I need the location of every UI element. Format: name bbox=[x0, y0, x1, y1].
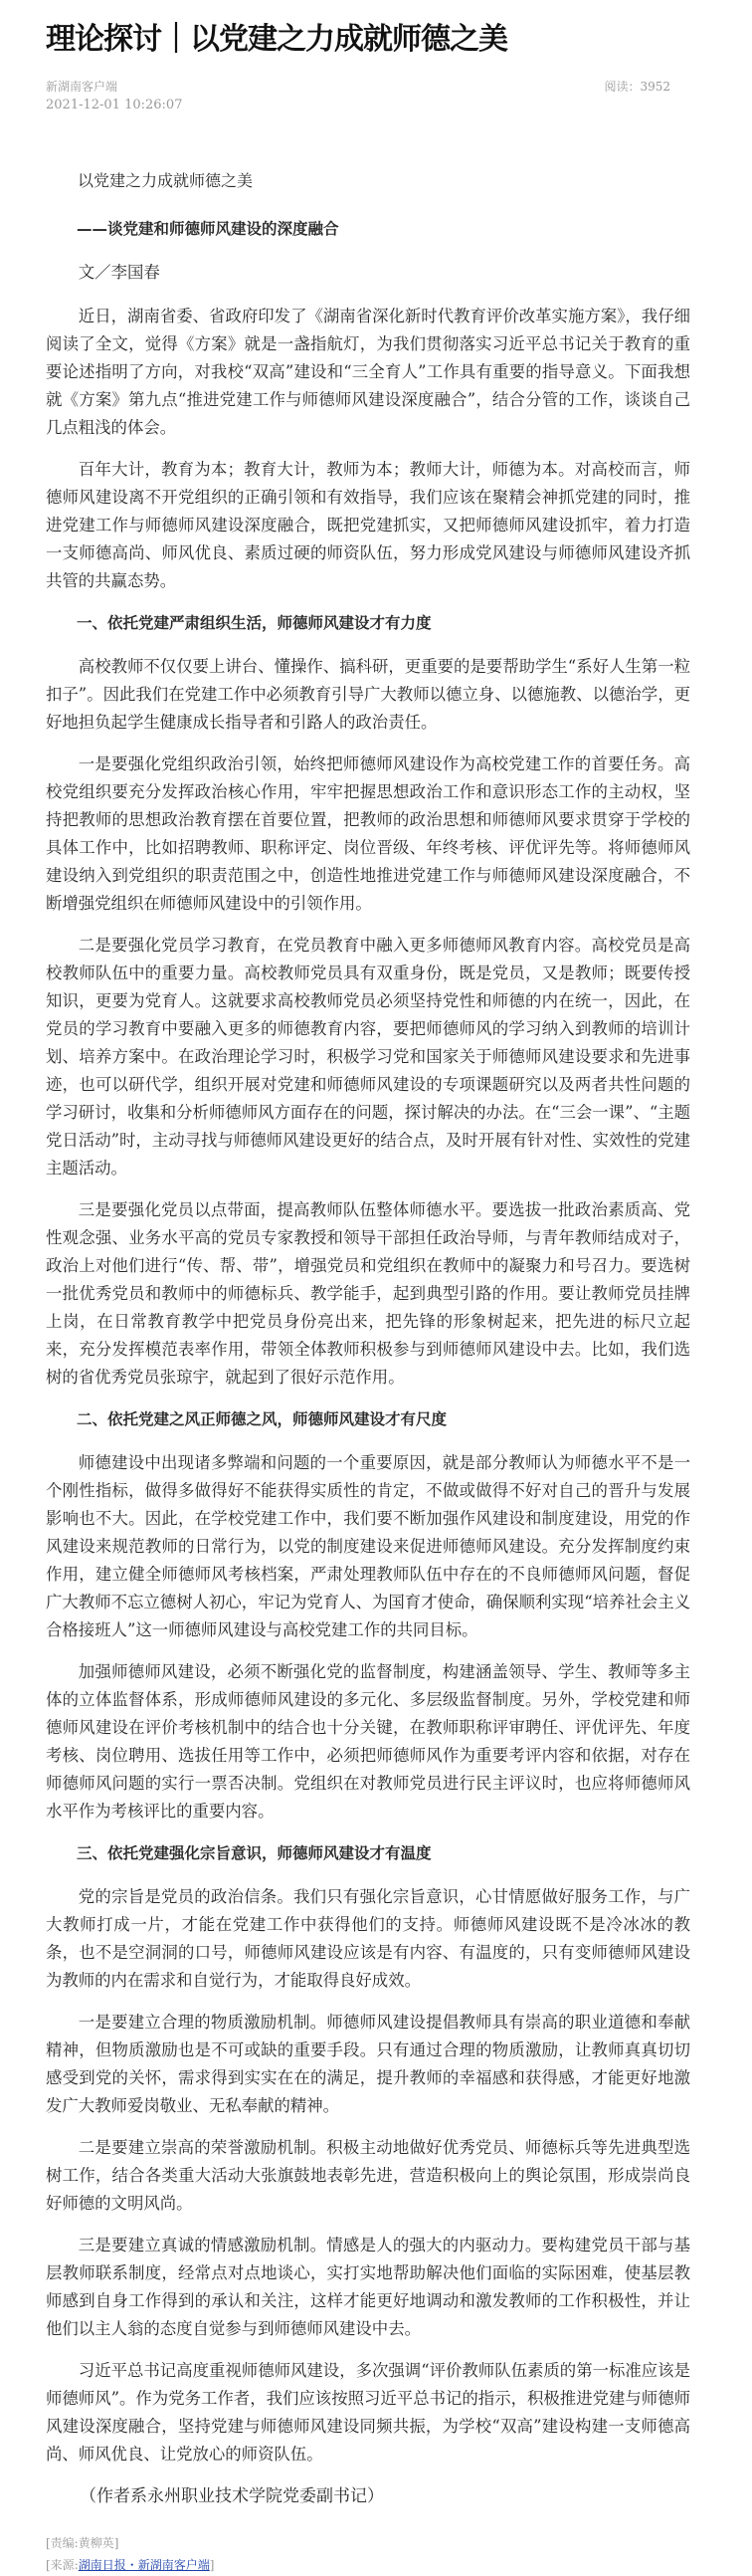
article-subtitle-main: 以党建之力成就师德之美 bbox=[78, 171, 254, 190]
section-heading-3: 三、依托党建强化宗旨意识，师德师风建设才有温度 bbox=[77, 1844, 432, 1862]
paragraph: 党的宗旨是党员的政治信条。我们只有强化宗旨意识，心甘情愿做好服务工作，与广大教师打成一片，才能在党建工作中获得他们的支持。师德师风建设既不是冷冰冰的教条，也不是空洞洞的口号，师德师风建设应该是有内容、有温度的，只有变师德师风建设为教师的内在需求和自觉行为，才能取得良好成效。 bbox=[46, 1887, 690, 1990]
paragraph: 习近平总书记高度重视师德师风建设，多次强调“评价教师队伍素质的第一标准应该是师德师风”。作为党务工作者，我们应该按照习近平总书记的指示，积极推进党建与师德师风建设深度融合，坚持党建与师德师风建设同频共振，为学校“双高”建设构建一支师德高尚、师风优良、让党放心的师资队伍。 bbox=[46, 2361, 690, 2464]
article-subtitle-sub: ——谈党建和师德师风建设的深度融合 bbox=[77, 220, 339, 238]
paragraph: 一是要建立合理的物质激励机制。师德师风建设提倡教师具有崇高的职业道德和奉献精神，但物质激励也是不可或缺的重要手段。只有通过合理的物质激励，让教师真真切切感受到党的关怀，需求得到实实在在的满足，提升教师的幸福感和获得感，才能更好地激发广大教师爱岗敬业、无私奉献的精神。 bbox=[46, 2013, 690, 2115]
editor-suffix: ] bbox=[113, 2536, 119, 2550]
paragraph: 加强师德师风建设，必须不断强化党的监督制度，构建涵盖领导、学生、教师等多主体的立体监督体系，形成师德师风建设的多元化、多层级监督制度。另外，学校党建和师德师风建设在评价考核机制中的结合也十分关键，在教师职称评审聘任、评优评先、年度考核、岗位聘用、选拔任用等工作中，必须把师德师风作为重要考评内容和依据，对存在师德师风问题的实行一票否决制。党组织在对教师党员进行民主评议时，也应将师德师风水平作为考核评比的重要内容。 bbox=[46, 1662, 690, 1821]
paragraph: 近日，湖南省委、省政府印发了《湖南省深化新时代教育评价改革实施方案》，我仔细阅读了全文，觉得《方案》就是一盏指航灯，为我们贯彻落实习近平总书记关于教育的重要论述指明了方向，对我校“双高”建设和“三全育人”工作具有重要的指导意义。下面我想就《方案》第九点“推进党建工作与师德师风建设深度融合”，结合分管的工作，谈谈自己几点粗浅的体会。 bbox=[46, 307, 690, 437]
paragraph: 三是要强化党员以点带面，提高教师队伍整体师德水平。要选拔一批政治素质高、党性观念强、业务水平高的党员专家教授和领导干部担任政治导师，与青年教师结成对子，政治上对他们进行“传、帮、带”，增强党员和党组织在教师中的凝聚力和号召力。要选树一批优秀党员和教师中的师德标兵、教学能手，起到典型引路的作用。要让教师党员挂牌上岗，在日常教育教学中把党员身份亮出来，把先锋的形象树起来，把先进的标尺立起来，充分发挥模范表率作用，带领全体教师积极参与到师德师风建设中去。比如，我们选树的省优秀党员张琼宇，就起到了很好示范作用。 bbox=[46, 1200, 690, 1387]
source-suffix: ] bbox=[209, 2558, 215, 2572]
paragraph: 百年大计，教育为本；教育大计，教师为本；教师大计，师德为本。对高校而言，师德师风建设离不开党组织的正确引领和有效指导，我们应该在聚精会神抓党建的同时，推进党建工作与师德师风建设深度融合，既把党建抓实，又把师德师风建设抓牢，着力打造一支师德高尚、师风优良、素质过硬的师资队伍，努力形成党风建设与师德师风建设齐抓共管的共赢态势。 bbox=[46, 460, 690, 590]
author-note: （作者系永州职业技术学院党委副书记） bbox=[80, 2486, 384, 2506]
paragraph: 一是要强化党组织政治引领，始终把师德师风建设作为高校党建工作的首要任务。高校党组织要充分发挥政治核心作用，牢牢把握思想政治工作和意识形态工作的主动权，坚持把教师的思想政治教育摆在首要位置，把教师的政治思想和师德师风要求贯穿于学校的具体工作中，比如招聘教师、职称评定、岗位晋级、年终考核、评优评先等。将师德师风建设纳入到党组织的职责范围之中，创造性地推进党建工作与师德师风建设深度融合，不断增强党组织在师德师风建设中的引领作用。 bbox=[46, 754, 690, 913]
paragraph: 三是要建立真诚的情感激励机制。情感是人的强大的内驱动力。要构建党员干部与基层教师联系制度，经常点对点地谈心，实打实地帮助解决他们面临的实际困难，使基层教师感到自身工作得到的承认和关注，这样才能更好地调动和激发教师的工作积极性，并让他们以主人翁的态度自觉参与到师德师风建设中去。 bbox=[46, 2236, 690, 2338]
article-source: 新湖南客户端 bbox=[46, 80, 118, 94]
paragraph: 高校教师不仅仅要上讲台、懂操作、搞科研，更重要的是要帮助学生“系好人生第一粒扣子”。因此我们在党建工作中必须教育引导广大教师以德立身、以德施教、以德治学，更好地担负起学生健康成长指导者和引路人的政治责任。 bbox=[46, 657, 690, 732]
paragraph: 二是要建立崇高的荣誉激励机制。积极主动地做好优秀党员、师德标兵等先进典型选树工作，结合各类重大活动大张旗鼓地表彰先进，营造积极向上的舆论氛围，形成崇尚良好师德的文明风尚。 bbox=[46, 2138, 690, 2213]
source-prefix: [来源: bbox=[46, 2558, 79, 2572]
article-byline: 文／李国春 bbox=[78, 263, 160, 282]
editor-prefix: [责编: bbox=[46, 2536, 79, 2550]
article-datetime: 2021-12-01 10:26:07 bbox=[46, 98, 183, 112]
read-count: 阅读：3952 bbox=[604, 80, 670, 94]
section-heading-1: 一、依托党建严肃组织生活，师德师风建设才有力度 bbox=[77, 614, 432, 632]
source-link[interactable]: 湖南日报・新湖南客户端 bbox=[78, 2558, 210, 2572]
source-line bbox=[46, 2554, 690, 2576]
paragraph: 师德建设中出现诸多弊端和问题的一个重要原因，就是部分教师认为师德水平不是一个刚性指标，做得多做得好不能获得实质性的肯定，不做或做得不好对自己的晋升与发展影响也不大。因此，在学校党建工作中，我们要不断加强作风建设和制度建设，用党的作风建设来规范教师的日常行为，以党的制度建设来促进师德师风建设。充分发挥制度约束作用，建立健全师德师风考核档案，严肃处理教师队伍中存在的不良师德师风问题，督促广大教师不忘立德树人初心，牢记为党育人、为国育才使命，确保顺利实现“培养社会主义合格接班人”这一师德师风建设与高校党建工作的共同目标。 bbox=[46, 1453, 690, 1639]
section-heading-2: 二、依托党建之风正师德之风，师德师风建设才有尺度 bbox=[77, 1410, 448, 1428]
editor-name: 黄柳英 bbox=[78, 2536, 114, 2550]
article-body bbox=[46, 167, 690, 2576]
article-title: 理论探讨｜以党建之力成就师德之美 bbox=[46, 22, 507, 57]
paragraph: 二是要强化党员学习教育，在党员教育中融入更多师德师风教育内容。高校党员是高校教师队伍中的重要力量。高校教师党员具有双重身份，既是党员，又是教师；既要传授知识，更要为党育人。这就要求高校教师党员必须坚持党性和师德的内在统一，因此，在党员的学习教育中要融入更多的师德教育内容，要把师德师风的学习纳入到教师的培训计划、培养方案中。在政治理论学习时，积极学习党和国家关于师德师风建设要求和先进事迹，也可以研代学，组织开展对党建和师德师风建设的专项课题研究以及两者共性问题的学习研讨，收集和分析师德师风方面存在的问题，探讨解决的办法。在“三会一课”、“主题党日活动”时，主动寻找与师德师风建设更好的结合点，及时开展有针对性、实效性的党建主题活动。 bbox=[46, 936, 690, 1178]
editor-line bbox=[46, 2532, 690, 2554]
